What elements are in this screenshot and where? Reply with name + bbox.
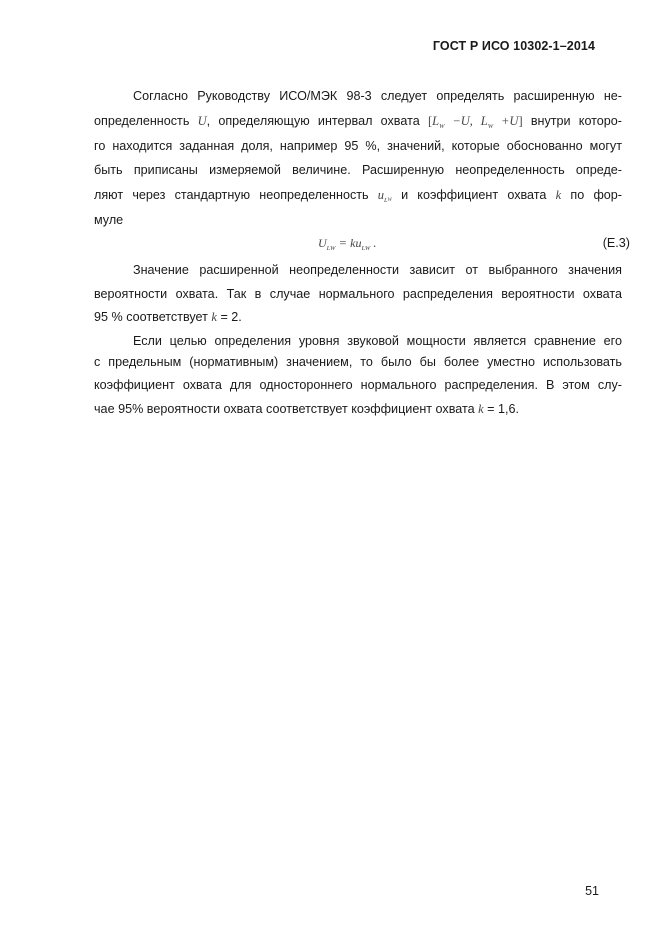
paragraph-3-line-2: с предельным (нормативным) значением, то было бы более уместно использовать — [94, 355, 622, 369]
equals: = — [335, 236, 351, 250]
symbol-u-LW — [378, 188, 392, 202]
bracket: [ — [427, 114, 433, 128]
text: = 2. — [220, 310, 242, 324]
subscript-L: L — [384, 197, 388, 204]
paragraph-3-line-3: коэффициент охвата для одностороннего нормального распределения. В этом слу- — [94, 378, 622, 392]
symbol-ku: ku — [350, 236, 362, 250]
symbol-u: u — [377, 188, 385, 202]
subscript-LW: LW — [361, 245, 371, 252]
text: по фор- — [570, 188, 623, 202]
text: 95 % соответствует — [94, 310, 208, 324]
bracket: ] — [518, 114, 523, 128]
plus-U: +U — [493, 114, 519, 128]
paragraph-1-line-2 — [94, 113, 622, 135]
text: определенность — [94, 114, 190, 128]
paragraph-1-line-3: го находится заданная доля, например 95 %, значений, которые обоснованно могут — [94, 139, 622, 153]
symbol-k: k — [211, 310, 217, 324]
symbol-k: k — [555, 188, 562, 202]
paragraph-2-line-2: вероятности охвата. Так в случае нормального распределения вероятности охвата — [94, 287, 622, 301]
document-header: ГОСТ Р ИСО 10302-1–2014 — [432, 39, 595, 53]
text: ляют через стандартную неопределенность — [94, 188, 369, 202]
paragraph-2-line-1: Значение расширенной неопределенности зависит от выбранного значения — [133, 263, 622, 277]
symbol-k: k — [478, 402, 484, 416]
symbol-U: U — [197, 114, 207, 128]
coverage-interval — [428, 114, 523, 128]
paragraph-1-line-6: муле — [94, 213, 124, 227]
subscript-LW: LW — [326, 245, 336, 252]
minus-U: −U, — [444, 114, 481, 128]
subscript-W: W — [487, 123, 494, 130]
text: , определяющую интервал охвата — [206, 114, 420, 128]
text: чае 95% вероятности охвата соответствует коэффициент охвата — [94, 402, 475, 416]
symbol-L: L — [480, 114, 488, 128]
symbol-U: U — [318, 236, 327, 250]
paragraph-3-line-4 — [94, 401, 622, 417]
paragraph-1-line-4: быть приписаны измеряемой величине. Расширенную неопределенность опреде- — [94, 163, 622, 177]
text: внутри которо- — [530, 114, 623, 128]
symbol-L: L — [432, 114, 440, 128]
text: = 1,6. — [487, 402, 520, 416]
subscript-W: W — [439, 123, 445, 130]
period: . — [370, 236, 377, 250]
paragraph-3-line-1: Если целью определения уровня звуковой мощности является сравнение его — [133, 334, 622, 348]
formula-e3 — [318, 236, 377, 252]
paragraph-1-line-1: Согласно Руководству ИСО/МЭК 98-3 следует определять расширенную не- — [133, 89, 622, 103]
paragraph-2-line-3 — [94, 309, 622, 325]
page-number: 51 — [585, 884, 599, 898]
paragraph-1-line-5 — [94, 187, 622, 209]
subscript-W: W — [387, 198, 392, 203]
text: и коэффициент охвата — [401, 188, 547, 202]
equation-number: (E.3) — [602, 236, 630, 250]
